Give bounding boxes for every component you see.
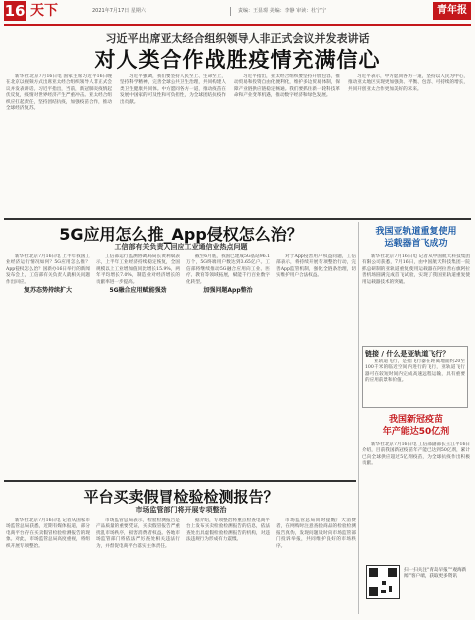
link-paragraph: 亚轨道飞行，是指飞行器在距离地面约20至100千米的临近空间内进行的飞行，亚轨道飞行器可在较短时间内完成高速远程运输，具有重要的应用前景和价值。 [365, 359, 465, 384]
story-fake-column-4 [276, 518, 356, 614]
lead-paragraph: 习近平强调，我们要坚持人民至上、生命至上，坚持科学精神，完善全球公共卫生治理，共同构建人类卫生健康共同体。中方愿同各方一道，推动疫苗在发展中国家的可及性和可负担性，为全球团结抗疫作出贡献。 [120, 74, 226, 105]
story-fake-headline: 平台买卖假冒检验检测报告？ [83, 488, 279, 506]
side-rail-divider [358, 222, 359, 614]
story-5g-column-2 [96, 254, 180, 478]
story-5g-column-4 [276, 254, 356, 478]
covid-headline-line-2: 年产能达50亿剂 [382, 427, 450, 437]
story-section-heading: 5G融合应用赋能强劲 [109, 287, 167, 295]
story-section-heading: 复苏态势持续扩大 [23, 287, 72, 295]
page-number: 16 [4, 2, 26, 20]
story-fake-column-3 [186, 518, 270, 614]
story-paragraph: 据介绍，专项整治将重点检查电商平台上发布买卖检验检测报告的信息，依法查处出具虚假检验检测报告的机构，对违法违规行为形成有力震慑。 [186, 518, 270, 543]
story-paragraph: 市场监管总局同时提醒广大消费者，在网购时注意查验商品的检验检测报告真伪，发现问题及时向市场监管部门投诉举报，共同维护良好的市场秩序。 [276, 518, 356, 549]
date-line: 2021年7月17日 星期六 [92, 8, 146, 14]
lead-column-3 [234, 74, 340, 214]
link-title: 链接 / 什么是亚轨道飞行？ [365, 350, 450, 358]
story-section-heading: 加强问题App整治 [203, 287, 253, 295]
side-story-body [362, 254, 470, 342]
covid-headline-line-1: 我国新冠疫苗 [388, 415, 443, 425]
story-5g-headline: 5G应用怎么推_App侵权怎么治？ [59, 225, 303, 244]
masthead [0, 0, 475, 26]
story-5g-column-3 [186, 254, 270, 478]
story-paragraph: 新华社北京7月16日电 记者从国家市场监管总局获悉，近期有媒体报道，部分电商平台存在买卖假冒检验检测报告的现象。对此，市场监管总局高度重视，将组织开展专项整治。 [6, 518, 90, 549]
lead-column-2 [120, 74, 226, 214]
story-paragraph: 对于App侵害用户权益问题，工信部表示，将持续开展专项整治行动，完善App监管机制，强化全链条治理，切实维护用户合法权益。 [276, 254, 356, 279]
side-headline-line-2: 运载器首飞成功 [384, 239, 448, 249]
qr-code [366, 565, 400, 599]
staff-line: 责编：王显璟 美编：李静 审读：杜宁宁 [238, 8, 327, 14]
story-paragraph: 新华社北京7月16日电 工信部副部长王江平16日介绍，目前我国新冠疫苗年产能已达到50亿剂，累计已向全球供应超过5亿剂疫苗，为全球抗疫作出积极贡献。 [362, 442, 470, 467]
lead-paragraph: 新华社北京7月16日电 国家主席习近平16日晚在北京以视频方式出席亚太经合组织领导人非正式会议并发表讲话。习近平指出，当前，新冠肺炎疫情起伏反复，疫情对世界经济产生严重冲击。亚太经合组织应扛起责任，坚持团结抗疫，加强疫苗合作，推动全球经济复苏。 [6, 74, 112, 112]
story-fake-column-1 [6, 518, 90, 614]
top-rule [4, 24, 471, 26]
story-paragraph: 新华社北京7月16日电 上半年我国工业经济运行情况如何？5G应用怎么推？App侵权怎么治？国新办16日举行的新闻发布会上，工信部有关负责人就相关问题作出回应。 [6, 254, 90, 285]
story-5g-subhead: 工信部有关负责人回应工业通信业热点问题 [114, 243, 248, 251]
story-paragraph: 市场监管总局表示，检验检测报告是产品质量的重要凭证，买卖假冒报告严重扰乱市场秩序，损害消费者权益。各地市场监管部门将依法严厉查处相关违法行为，并督促电商平台落实主体责任。 [96, 518, 180, 549]
section-name: 天下 [30, 3, 58, 19]
lead-column-4 [348, 74, 468, 214]
story-paragraph: 新华社北京7月16日电 记者从中国航天科技集团有限公司获悉，7月16日，由中国航天科技集团一院抓总研制的亚轨道重复使用运载器在阿拉善右旗阿拉善机场圆满完成首飞试验，实现了我国亚轨道重复使用运载器技术的突破。 [362, 254, 470, 285]
story-fake-subhead: 市场监管部门将开展专项整治 [135, 506, 227, 514]
lead-paragraph: 习近平表示，中方愿同各方一道，坚持以人民为中心，推动亚太地区实现更加强劲、平衡、包容、可持续的增长，共同开创亚太合作更加美好的未来。 [348, 74, 468, 92]
story-paragraph: 工信部运行监测协调局局长黄利斌表示，上半年工业经济持续稳定恢复，全国规模以上工业增加值同比增长15.9%，两年平均增长7.0%，制造业对经济增长的贡献率进一步提高。 [96, 254, 180, 285]
lead-column-1 [6, 74, 112, 214]
story-5g-column-1 [6, 254, 90, 478]
link-box [362, 346, 468, 408]
masthead-divider [230, 7, 231, 16]
story-paragraph: 截至6月底，我国已建成5G基站96.1万个，5G终端用户数达到3.65亿户。工信部将继续推动5G融合应用向工业、医疗、教育等领域拓展，赋能千行百业数字化转型。 [186, 254, 270, 285]
lead-kicker: 习近平出席亚太经合组织领导人非正式会议并发表讲话 [105, 32, 370, 45]
lead-headline: 对人类合作战胜疫情充满信心 [94, 48, 381, 72]
newspaper-logo: 青年报 [433, 2, 471, 20]
link-body [365, 359, 465, 407]
side-headline-line-1: 我国亚轨道重复使用 [375, 227, 457, 237]
section-rule [4, 218, 471, 220]
covid-story-body [362, 442, 470, 560]
section-rule [4, 480, 356, 482]
promo-text: 扫一扫关注“青岛早报”“观海新闻”客户端，获取更多资讯 [404, 568, 467, 579]
lead-paragraph: 习近平指出，亚太经合组织要坚持开放包容，推动贸易和投资自由化便利化，维护多边贸易体制，保障产业链供应链稳定畅通。我们要抓住新一轮科技革命和产业变革机遇，推动数字经济和绿色发展。 [234, 74, 340, 99]
story-fake-column-2 [96, 518, 180, 614]
